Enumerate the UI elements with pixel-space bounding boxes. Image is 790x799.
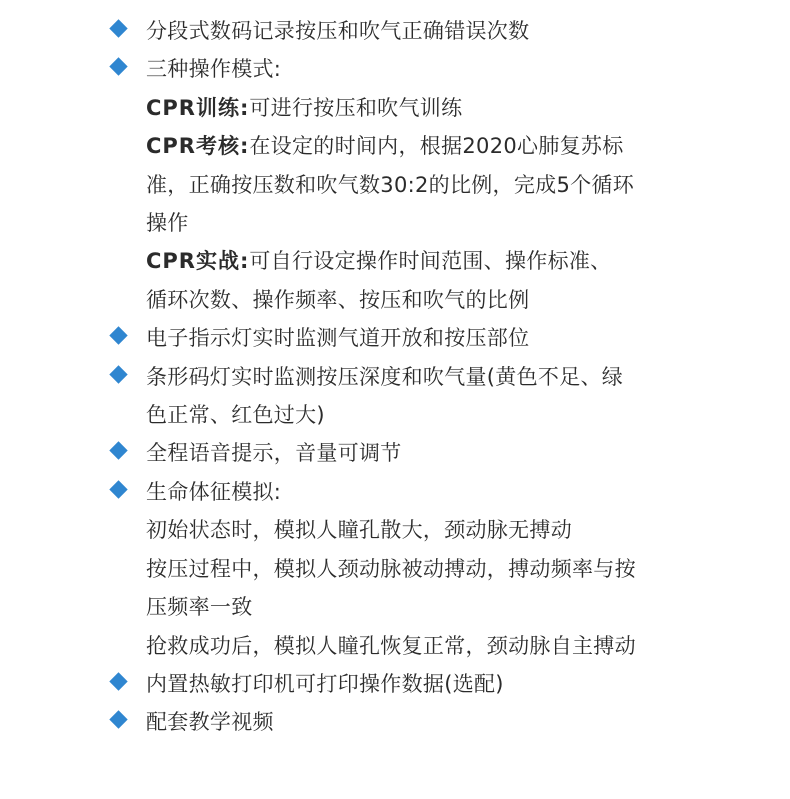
feature-title: 条形码灯实时监测按压深度和吹气量(黄色不足、绿 bbox=[146, 364, 624, 389]
feature-title: 电子指示灯实时监测气道开放和按压部位 bbox=[146, 326, 530, 351]
diamond-bullet-icon bbox=[109, 327, 127, 345]
mode-label: CPR实战: bbox=[146, 249, 250, 274]
mode-label: CPR训练: bbox=[146, 95, 250, 120]
feature-title: 生命体征模拟: bbox=[146, 479, 282, 504]
vital-sign-line: 抢救成功后，模拟人瞳孔恢复正常，颈动脉自主搏动 bbox=[146, 633, 636, 658]
feature-vital-signs bbox=[108, 473, 708, 665]
feature-three-modes bbox=[108, 50, 708, 319]
diamond-bullet-icon bbox=[109, 442, 127, 460]
mode-text-line: 循环次数、操作频率、按压和吹气的比例 bbox=[146, 287, 530, 312]
mode-text: 可自行设定操作时间范围、操作标准、 bbox=[249, 249, 612, 274]
vital-sign-line: 初始状态时，模拟人瞳孔散大，颈动脉无搏动 bbox=[146, 518, 572, 543]
mode-text: 在设定的时间内，根据2020心肺复苏标 bbox=[249, 134, 624, 159]
diamond-bullet-icon bbox=[109, 480, 127, 498]
feature-title: 配套教学视频 bbox=[146, 710, 274, 735]
mode-assessment bbox=[146, 127, 708, 165]
feature-voice-prompt bbox=[108, 434, 708, 472]
vital-sign-line: 按压过程中，模拟人颈动脉被动搏动，搏动频率与按 bbox=[146, 556, 636, 581]
diamond-bullet-icon bbox=[109, 19, 127, 37]
diamond-bullet-icon bbox=[109, 672, 127, 690]
vital-sign-line: 压频率一致 bbox=[146, 595, 253, 620]
feature-indicator-lights bbox=[108, 319, 708, 357]
mode-label: CPR考核: bbox=[146, 134, 250, 159]
feature-title: 内置热敏打印机可打印操作数据(选配) bbox=[146, 671, 504, 696]
feature-title: 分段式数码记录按压和吹气正确错误次数 bbox=[146, 19, 530, 43]
feature-list bbox=[108, 12, 708, 742]
mode-text-line: 操作 bbox=[146, 211, 189, 236]
feature-segmented-recording bbox=[108, 12, 708, 50]
mode-combat bbox=[146, 242, 708, 280]
mode-text-line: 准，正确按压数和吹气数30:2的比例，完成5个循环 bbox=[146, 172, 635, 197]
feature-teaching-video bbox=[108, 703, 708, 741]
mode-text: 可进行按压和吹气训练 bbox=[249, 95, 463, 120]
feature-title: 全程语音提示，音量可调节 bbox=[146, 441, 402, 466]
feature-thermal-printer bbox=[108, 665, 708, 703]
diamond-bullet-icon bbox=[109, 58, 127, 76]
feature-title: 三种操作模式: bbox=[146, 57, 282, 82]
diamond-bullet-icon bbox=[109, 365, 127, 383]
mode-training bbox=[146, 89, 708, 127]
feature-barcode-lights bbox=[108, 358, 708, 435]
diamond-bullet-icon bbox=[109, 711, 127, 729]
feature-title-cont: 色正常、红色过大) bbox=[146, 403, 325, 428]
